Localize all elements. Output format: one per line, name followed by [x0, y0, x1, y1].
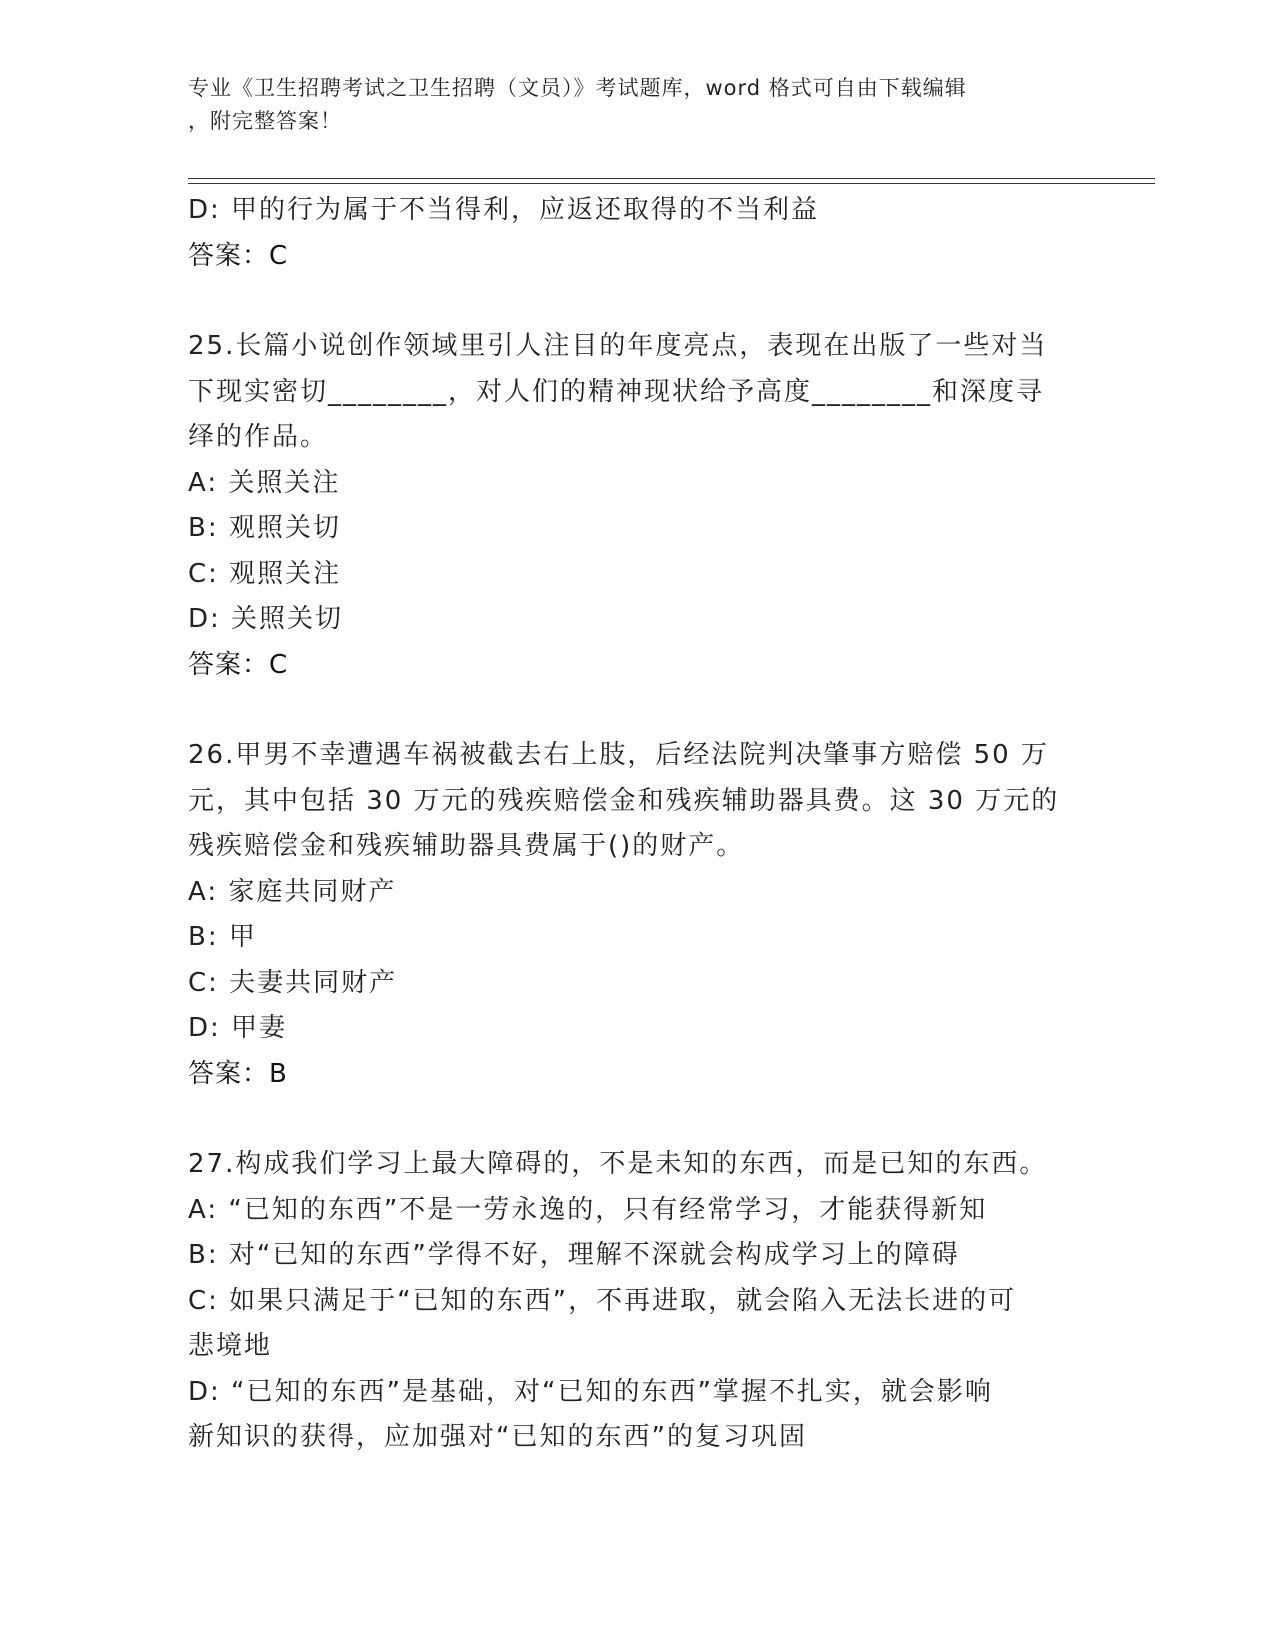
option-d-continued: 新知识的获得，应加强对“已知的东西”的复习巩固	[188, 1422, 807, 1452]
option-b: B: 对“已知的东西”学得不好，理解不深就会构成学习上的障碍	[188, 1240, 960, 1270]
question-26	[188, 733, 1088, 1097]
question-stem: 下现实密切________，对人们的精神现状给予高度________和深度寻	[188, 376, 1045, 407]
document-header	[188, 72, 1068, 138]
option-a: A: “已知的东西”不是一劳永逸的，只有经常学习，才能获得新知	[188, 1194, 988, 1225]
spacer	[188, 688, 1088, 733]
answer-label: 答案：C	[188, 240, 289, 271]
option-d: D: “已知的东西”是基础，对“已知的东西”掌握不扎实，就会影响	[188, 1376, 993, 1407]
question-stem: 绎的作品。	[188, 422, 329, 452]
question-24-tail	[188, 188, 1088, 279]
option-d: D: 甲的行为属于不当得利，应返还取得的不当利益	[188, 195, 820, 225]
option-c: C: 如果只满足于“已知的东西”，不再进取，就会陷入无法长进的可	[188, 1285, 1017, 1316]
option-d: D: 甲妻	[188, 1013, 288, 1043]
header-line-2: ，附完整答案！	[188, 109, 342, 133]
question-27	[188, 1142, 1088, 1461]
option-b: B: 甲	[188, 922, 257, 952]
question-stem: 元，其中包括 30 万元的残疾赔偿金和残疾辅助器具费。这 30 万元的	[188, 785, 1060, 816]
option-b: B: 观照关切	[188, 513, 341, 543]
question-stem: 27.构成我们学习上最大障碍的，不是未知的东西，而是已知的东西。	[188, 1149, 1048, 1179]
spacer	[188, 279, 1088, 324]
option-c: C: 夫妻共同财产	[188, 967, 398, 998]
answer-label: 答案：B	[188, 1058, 288, 1089]
option-a: A: 家庭共同财产	[188, 876, 397, 907]
answer-label: 答案：C	[188, 649, 289, 680]
option-c: C: 观照关注	[188, 558, 342, 589]
question-25	[188, 324, 1088, 688]
question-stem: 26.甲男不幸遭遇车祸被截去右上肢，后经法院判决肇事方赔偿 50 万	[188, 740, 1049, 770]
header-line-1: 专业《卫生招聘考试之卫生招聘（文员）》考试题库，word 格式可自由下载编辑	[188, 76, 967, 100]
header-divider-bottom	[188, 183, 1155, 184]
option-d: D: 关照关切	[188, 604, 344, 634]
question-stem: 25.长篇小说创作领域里引人注目的年度亮点，表现在出版了一些对当	[188, 331, 1048, 361]
option-c-continued: 悲境地	[188, 1331, 273, 1361]
spacer	[188, 1097, 1088, 1142]
document-body	[188, 188, 1088, 1461]
question-stem: 残疾赔偿金和残疾辅助器具费属于()的财产。	[188, 831, 745, 861]
header-divider-top	[188, 178, 1155, 179]
option-a: A: 关照关注	[188, 467, 341, 498]
